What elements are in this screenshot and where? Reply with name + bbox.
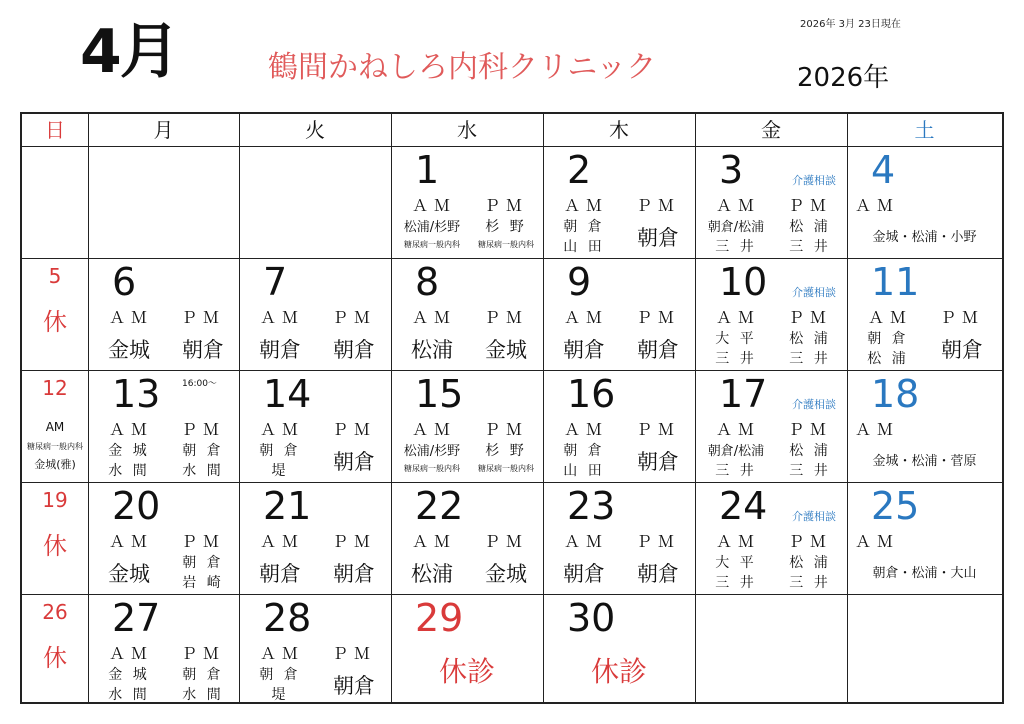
am-doctor: 山 田 (563, 239, 605, 255)
pm-doctor: 朝 倉 (182, 555, 224, 571)
saturday-doctors: 朝倉・松浦・大山 (872, 566, 977, 581)
am-label: ＡＭ (855, 420, 900, 439)
pm-doctor: 三 井 (789, 463, 831, 479)
day-cell (391, 482, 543, 594)
am-doctor: 松浦/杉野 (403, 220, 461, 235)
pm-label: ＰＭ (331, 644, 376, 663)
am-label: ＡＭ (563, 196, 608, 215)
am-doctor: 松浦 (411, 562, 453, 586)
pm-doctor: 朝倉 (941, 338, 983, 362)
day-cell (88, 258, 239, 370)
day-cell (22, 370, 88, 482)
day-cell (88, 482, 239, 594)
day-cell (695, 370, 847, 482)
day-number: 21 (263, 484, 312, 528)
am-doctor: 水 間 (108, 463, 150, 479)
pm-doctor: 水 間 (182, 687, 224, 702)
care-consultation-tag: 介護相談 (792, 286, 836, 299)
am-doctor: 大 平 (715, 331, 757, 347)
am-label: ＡＭ (715, 308, 760, 327)
start-time: 16:00～ (182, 379, 217, 389)
day-number: 8 (415, 260, 440, 304)
am-doctor: 金 城 (108, 667, 150, 683)
am-doctor: 朝倉 (259, 338, 301, 362)
am-label: ＡＭ (715, 532, 760, 551)
am-label: ＡＭ (108, 420, 153, 439)
day-cell (239, 482, 391, 594)
day-cell (22, 482, 88, 594)
day-number: 27 (112, 596, 161, 640)
pm-label: ＰＭ (180, 308, 225, 327)
day-number: 18 (871, 372, 920, 416)
day-number: 5 (48, 264, 62, 288)
calendar-grid (20, 112, 1004, 704)
am-label: ＡＭ (411, 308, 456, 327)
am-label: ＡＭ (855, 196, 900, 215)
pm-doctor: 朝倉 (637, 226, 679, 250)
am-label: ＡＭ (563, 532, 608, 551)
day-number: 6 (112, 260, 137, 304)
sunday-note: 糖尿病一般内科 (27, 442, 83, 451)
pm-label: ＰＭ (483, 308, 528, 327)
pm-doctor: 朝倉 (333, 674, 375, 698)
pm-note: 糖尿病一般内科 (478, 464, 534, 473)
pm-label: ＰＭ (483, 196, 528, 215)
pm-doctor: 朝倉 (333, 562, 375, 586)
pm-label: ＰＭ (787, 532, 832, 551)
am-label: ＡＭ (867, 308, 912, 327)
day-number: 25 (871, 484, 920, 528)
sunday-doctor: 金城(雅) (34, 458, 76, 471)
pm-note: 糖尿病一般内科 (478, 240, 534, 249)
am-label: ＡＭ (715, 420, 760, 439)
pm-label: ＰＭ (180, 420, 225, 439)
pm-doctor: 三 井 (789, 351, 831, 367)
am-label: ＡＭ (259, 644, 304, 663)
day-cell (695, 146, 847, 258)
day-cell (391, 370, 543, 482)
am-label: ＡＭ (411, 420, 456, 439)
am-doctor: 金 城 (108, 443, 150, 459)
am-label: ＡＭ (411, 532, 456, 551)
day-cell (543, 594, 695, 702)
care-consultation-tag: 介護相談 (792, 510, 836, 523)
pm-label: ＰＭ (483, 532, 528, 551)
am-doctor: 朝倉 (563, 562, 605, 586)
day-cell (239, 258, 391, 370)
day-number: 24 (719, 484, 768, 528)
pm-doctor: 朝 倉 (182, 667, 224, 683)
saturday-doctors: 金城・松浦・小野 (872, 230, 977, 245)
am-doctor: 松浦/杉野 (403, 444, 461, 459)
day-cell (88, 370, 239, 482)
day-cell (847, 482, 1002, 594)
pm-label: ＰＭ (635, 308, 680, 327)
am-label: ＡＭ (563, 308, 608, 327)
pm-label: ＰＭ (180, 644, 225, 663)
am-doctor: 三 井 (715, 463, 757, 479)
day-cell (88, 594, 239, 702)
day-number: 14 (263, 372, 312, 416)
pm-doctor: 朝 倉 (182, 443, 224, 459)
day-number: 22 (415, 484, 464, 528)
day-cell (543, 370, 695, 482)
am-doctor: 堤 (271, 687, 289, 702)
day-cell (22, 594, 88, 702)
closed-label: 休診 (590, 655, 647, 688)
pm-label: ＰＭ (635, 532, 680, 551)
am-doctor: 朝 倉 (259, 667, 301, 683)
day-number: 29 (415, 596, 464, 640)
day-number: 20 (112, 484, 161, 528)
day-cell (847, 146, 1002, 258)
pm-doctor: 金城 (485, 338, 527, 362)
day-cell (239, 370, 391, 482)
am-label: ＡＭ (411, 196, 456, 215)
pm-doctor: 松 浦 (789, 331, 831, 347)
am-doctor: 水 間 (108, 687, 150, 702)
am-doctor: 金城 (108, 562, 150, 586)
closed-label: 休診 (438, 655, 495, 688)
day-cell (22, 258, 88, 370)
day-number: 11 (871, 260, 920, 304)
day-number: 17 (719, 372, 768, 416)
day-number: 30 (567, 596, 616, 640)
day-number: 7 (263, 260, 288, 304)
pm-doctor: 松 浦 (789, 219, 831, 235)
am-label: ＡＭ (715, 196, 760, 215)
am-label: AM (45, 420, 65, 434)
am-label: ＡＭ (259, 420, 304, 439)
day-cell (391, 258, 543, 370)
am-doctor: 朝 倉 (563, 219, 605, 235)
am-doctor: 朝倉/松浦 (707, 444, 765, 459)
closed-label: 休 (43, 644, 67, 672)
day-number: 12 (42, 376, 68, 400)
pm-doctor: 水 間 (182, 463, 224, 479)
closed-label: 休 (43, 532, 67, 560)
care-consultation-tag: 介護相談 (792, 398, 836, 411)
pm-label: ＰＭ (331, 532, 376, 551)
pm-doctor: 杉 野 (485, 443, 527, 459)
weekday-tue: 火 (305, 118, 325, 142)
day-cell (695, 258, 847, 370)
pm-label: ＰＭ (939, 308, 984, 327)
am-doctor: 山 田 (563, 463, 605, 479)
saturday-doctors: 金城・松浦・菅原 (872, 454, 977, 469)
care-consultation-tag: 介護相談 (792, 174, 836, 187)
year-label: 2026年 (797, 63, 890, 93)
weekday-thu: 木 (609, 118, 629, 142)
am-label: ＡＭ (108, 532, 153, 551)
am-doctor: 朝 倉 (563, 443, 605, 459)
pm-doctor: 朝倉 (637, 450, 679, 474)
am-label: ＡＭ (259, 308, 304, 327)
day-number: 13 (112, 372, 161, 416)
pm-label: ＰＭ (483, 420, 528, 439)
day-number: 16 (567, 372, 616, 416)
day-number: 26 (42, 600, 68, 624)
day-cell (695, 482, 847, 594)
am-doctor: 朝倉 (259, 562, 301, 586)
am-doctor: 大 平 (715, 555, 757, 571)
month-title: 4月 (80, 17, 178, 87)
day-number: 1 (415, 148, 440, 192)
weekday-wed: 水 (457, 118, 477, 142)
pm-doctor: 杉 野 (485, 219, 527, 235)
pm-doctor: 金城 (485, 562, 527, 586)
day-cell (391, 594, 543, 702)
am-doctor: 朝 倉 (867, 331, 909, 347)
pm-label: ＰＭ (787, 196, 832, 215)
pm-label: ＰＭ (787, 308, 832, 327)
pm-doctor: 三 井 (789, 575, 831, 591)
am-label: ＡＭ (563, 420, 608, 439)
weekday-sat: 土 (914, 118, 935, 142)
day-cell (847, 370, 1002, 482)
pm-doctor: 松 浦 (789, 443, 831, 459)
pm-doctor: 松 浦 (789, 555, 831, 571)
am-label: ＡＭ (855, 532, 900, 551)
day-number: 23 (567, 484, 616, 528)
am-doctor: 堤 (271, 463, 289, 479)
pm-doctor: 岩 崎 (182, 575, 224, 591)
day-number: 4 (871, 148, 896, 192)
pm-doctor: 朝倉 (637, 562, 679, 586)
am-label: ＡＭ (259, 532, 304, 551)
am-note: 糖尿病一般内科 (404, 464, 460, 473)
day-number: 3 (719, 148, 744, 192)
day-number: 9 (567, 260, 592, 304)
day-cell (543, 258, 695, 370)
as-of-date: 2026年 3月 23日現在 (800, 19, 901, 30)
day-cell (391, 146, 543, 258)
am-doctor: 金城 (108, 338, 150, 362)
am-doctor: 朝 倉 (259, 443, 301, 459)
pm-label: ＰＭ (787, 420, 832, 439)
clinic-name: 鶴間かねしろ内科クリニック (268, 50, 657, 85)
pm-label: ＰＭ (180, 532, 225, 551)
day-cell (543, 482, 695, 594)
pm-label: ＰＭ (331, 308, 376, 327)
day-number: 10 (719, 260, 768, 304)
am-label: ＡＭ (108, 644, 153, 663)
pm-doctor: 朝倉 (637, 338, 679, 362)
day-number: 15 (415, 372, 464, 416)
weekday-sun: 日 (45, 118, 65, 142)
pm-doctor: 朝倉 (182, 338, 224, 362)
am-doctor: 松 浦 (867, 351, 909, 367)
am-doctor: 三 井 (715, 239, 757, 255)
am-doctor: 松浦 (411, 338, 453, 362)
day-cell (543, 146, 695, 258)
pm-label: ＰＭ (635, 196, 680, 215)
day-number: 28 (263, 596, 312, 640)
day-cell (847, 258, 1002, 370)
day-cell (239, 594, 391, 702)
am-note: 糖尿病一般内科 (404, 240, 460, 249)
pm-label: ＰＭ (635, 420, 680, 439)
weekday-mon: 月 (153, 118, 174, 142)
am-label: ＡＭ (108, 308, 153, 327)
closed-label: 休 (43, 308, 67, 336)
am-doctor: 朝倉/松浦 (707, 220, 765, 235)
am-doctor: 三 井 (715, 575, 757, 591)
weekday-fri: 金 (761, 118, 781, 142)
pm-doctor: 朝倉 (333, 450, 375, 474)
day-number: 2 (567, 148, 592, 192)
pm-label: ＰＭ (331, 420, 376, 439)
am-doctor: 三 井 (715, 351, 757, 367)
pm-doctor: 朝倉 (333, 338, 375, 362)
day-number: 19 (42, 488, 68, 512)
am-doctor: 朝倉 (563, 338, 605, 362)
pm-doctor: 三 井 (789, 239, 831, 255)
